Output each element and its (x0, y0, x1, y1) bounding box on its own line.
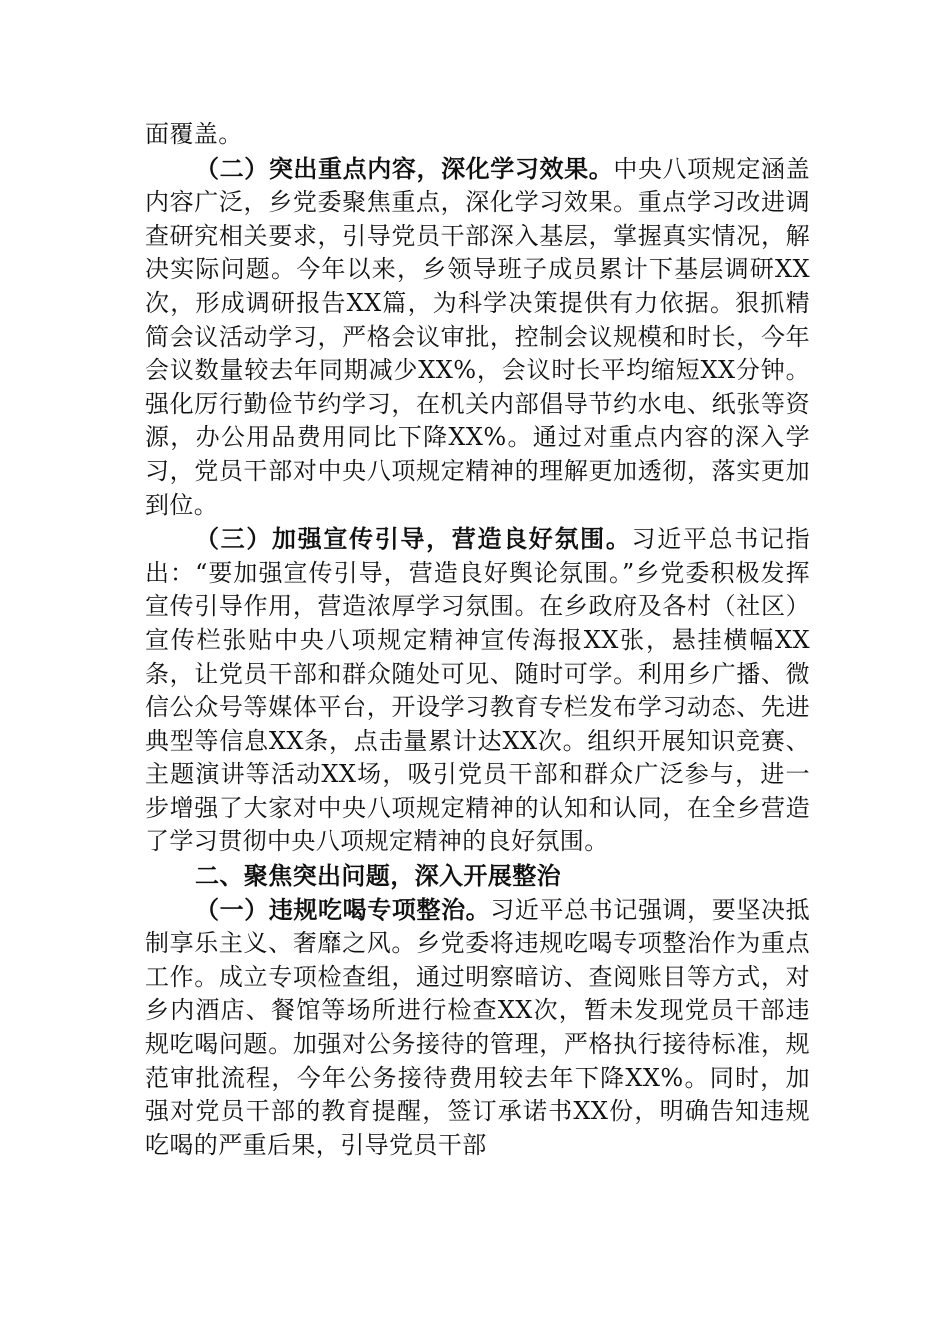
document-page (145, 118, 810, 1162)
section-2-body: 中央八项规定涵盖内容广泛，乡党委聚焦重点，深化学习效果。重点学习改进调查研究相关要求，引导党员干部深入基层，掌握真实情况，解决实际问题。今年以来，乡领导班子成员累计下基层调研XX次，形成调研报告XX篇，为科学决策提供有力依据。狠抓精简会议活动学习，严格会议审批，控制会议规模和时长，今年会议数量较去年同期减少XX%，会议时长平均缩短XX分钟。强化厉行勤俭节约学习，在机关内部倡导节约水电、纸张等资源，办公用品费用同比下降XX%。通过对重点内容的深入学习，党员干部对中央八项规定精神的理解更加透彻，落实更加到位。 (145, 154, 810, 519)
paragraph-continuation (145, 118, 810, 152)
paragraph-subsection-1 (145, 893, 810, 1163)
continuation-text: 面覆盖。 (145, 120, 243, 148)
paragraph-section-2 (145, 152, 810, 523)
subsection-1-body: 习近平总书记强调，要坚决抵制享乐主义、奢靡之风。乡党委将违规吃喝专项整治作为重点工作。成立专项检查组，通过明察暗访、查阅账目等方式，对乡内酒店、餐馆等场所进行检查XX次，暂未发现党员干部违规吃喝问题。加强对公务接待的管理，严格执行接待标准，规范审批流程，今年公务接待费用较去年下降XX%。同时，加强对党员干部的教育提醒，签订承诺书XX份，明确告知违规吃喝的严重后果，引导党员干部 (145, 895, 810, 1159)
section-3-body: 习近平总书记指出：“要加强宣传引导，营造良好舆论氛围。”乡党委积极发挥宣传引导作用，营造浓厚学习氛围。在乡政府及各村（社区）宣传栏张贴中央八项规定精神宣传海报XX张，悬挂横幅XX条，让党员干部和群众随处可见、随时可学。利用乡广播、微信公众号等媒体平台，开设学习教育专栏发布学习动态、先进典型等信息XX条，点击量累计达XX次。组织开展知识竞赛、主题演讲等活动XX场，吸引党员干部和群众广泛参与，进一步增强了大家对中央八项规定精神的认知和认同，在全乡营造了学习贯彻中央八项规定精神的良好氛围。 (145, 525, 810, 856)
subsection-1-lead: （一）违规吃喝专项整治。 (195, 894, 491, 924)
section-3-lead: （三）加强宣传引导，营造良好氛围。 (195, 524, 632, 554)
heading-part-2: 二、聚焦突出问题，深入开展整治 (195, 861, 561, 891)
paragraph-section-3 (145, 522, 810, 859)
section-2-lead: （二）突出重点内容，深化学习效果。 (195, 153, 614, 183)
